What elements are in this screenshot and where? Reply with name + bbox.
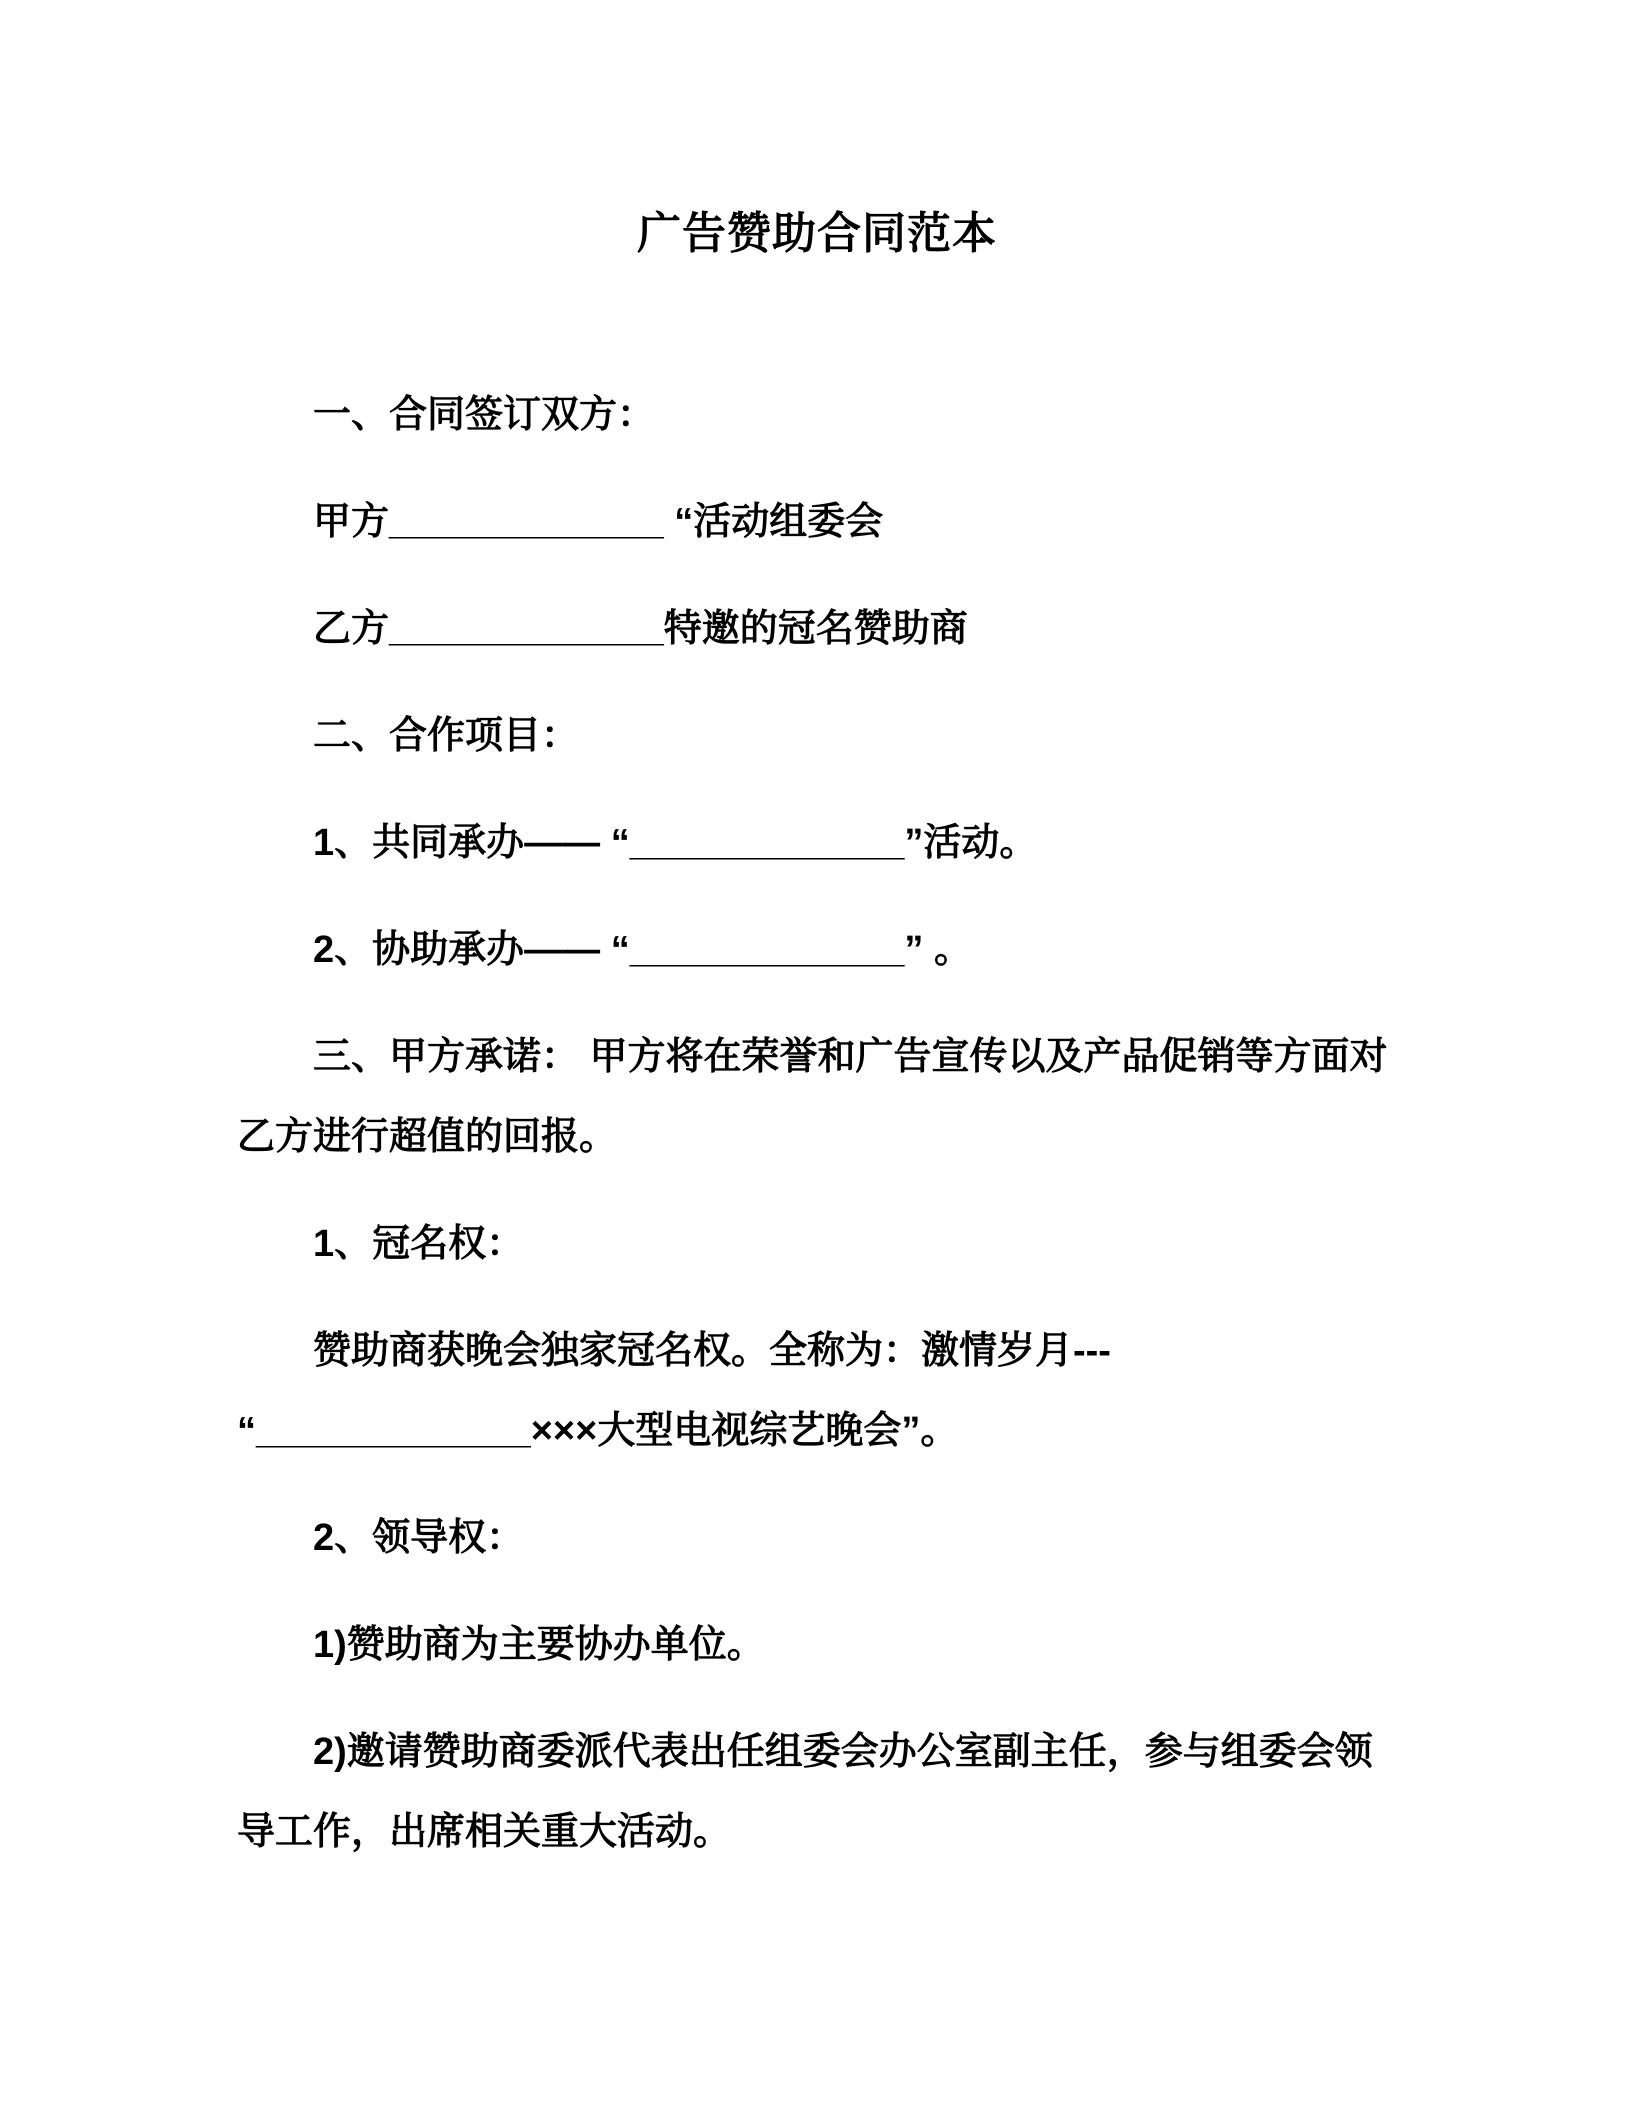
paragraph-naming-right-body: 赞助商获晚会独家冠名权。全称为：激情岁月--- “_____________×××大型电视综艺晚会”。: [237, 1330, 1111, 1452]
paragraph-section-2-heading: 二、合作项目：: [313, 715, 580, 757]
paragraph-item-assist-host: 2、协助承办—— “_____________” 。: [313, 929, 972, 971]
paragraph-leadership-item-1: 1)赞助商为主要协办单位。: [313, 1624, 765, 1666]
paragraph-party-a: 甲方_____________ “活动组委会: [313, 501, 884, 543]
paragraph-leadership-right-heading: 2、领导权：: [313, 1517, 525, 1559]
paragraph-leadership-item-2: 2)邀请赞助商委派代表出任组委会办公室副主任，参与组委会领导工作，出席相关重大活动。: [237, 1731, 1373, 1853]
paragraph-party-b: 乙方_____________特邀的冠名赞助商: [313, 608, 968, 650]
document-title: 广告赞助合同范本: [637, 209, 997, 258]
paragraph-section-1-heading: 一、合同签订双方：: [313, 394, 656, 436]
paragraph-item-joint-host: 1、共同承办—— “_____________”活动。: [313, 822, 1038, 864]
paragraph-section-3-heading: 三、甲方承诺： 甲方将在荣誉和广告宣传以及产品促销等方面对乙方进行超值的回报。: [237, 1036, 1388, 1158]
paragraph-naming-right-heading: 1、冠名权：: [313, 1223, 525, 1265]
